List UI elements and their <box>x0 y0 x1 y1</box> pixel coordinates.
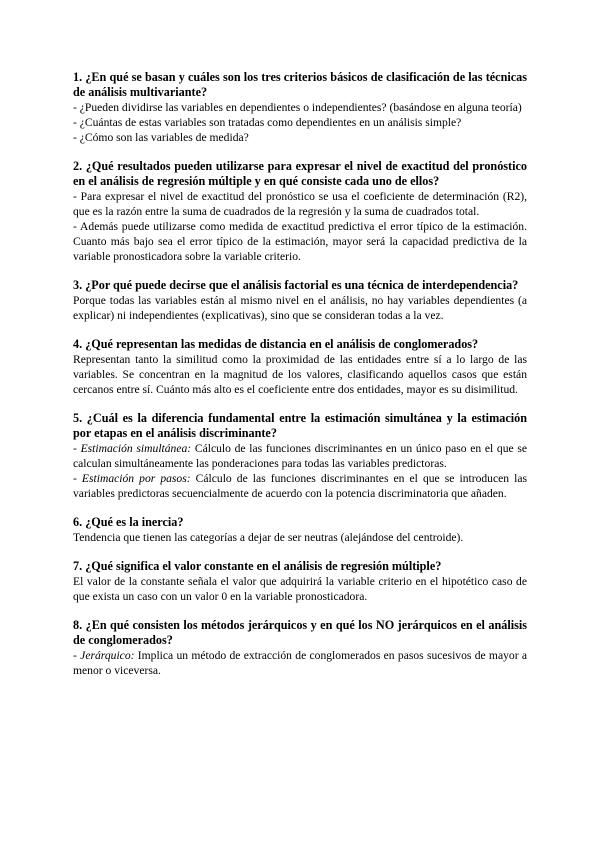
answer-line: - ¿Cuántas de estas variables son tratadas como dependientes en un análisis simple? <box>73 116 462 129</box>
item-prefix: - <box>73 472 82 485</box>
answer-text <box>73 441 527 501</box>
item-prefix: - <box>73 649 81 662</box>
question-title: 3. ¿Por qué puede decirse que el análisis factorial es una técnica de interdependencia? <box>73 278 519 292</box>
answer-item <box>73 648 527 678</box>
question-3 <box>73 278 527 323</box>
question-4 <box>73 337 527 397</box>
item-prefix: - <box>73 442 81 455</box>
answer-text <box>73 648 527 678</box>
answer-text <box>73 530 527 545</box>
answer-item <box>73 441 527 471</box>
question-title: 7. ¿Qué significa el valor constante en el análisis de regresión múltiple? <box>73 559 442 573</box>
answer-line: - ¿Cómo son las variables de medida? <box>73 131 249 144</box>
answer-line: Representan tanto la similitud como la proximidad de las entidades entre sí a lo largo de las variables. Se concentran en la magnitud de los valores, clasificando aquellos casos que están cercanos entre sí. Cuánto más alto es el coeficiente entre dos entidades, mayor es su disimilitud. <box>73 353 527 396</box>
answer-line: - Además puede utilizarse como medida de exactitud predictiva el error típico de la estimación. Cuanto más bajo sea el error típico de la estimación, mayor será la capacidad predictiva de la variable pronosticadora sobre la variable criterio. <box>73 220 527 263</box>
document-page <box>73 70 527 692</box>
answer-item <box>73 471 527 501</box>
question-6 <box>73 515 527 545</box>
question-title: 1. ¿En qué se basan y cuáles son los tres criterios básicos de clasificación de las técnicas de análisis multivariante? <box>73 70 527 99</box>
question-1 <box>73 70 527 145</box>
answer-text <box>73 574 527 604</box>
question-8 <box>73 618 527 678</box>
answer-line: - ¿Pueden dividirse las variables en dependientes o independientes? (basándose en alguna teoría) <box>73 101 522 114</box>
item-term: Estimación simultánea: <box>80 442 192 455</box>
answer-text <box>73 352 527 397</box>
item-term: Jerárquico: <box>80 649 135 662</box>
answer-text <box>73 189 527 264</box>
item-text: Cálculo de las funciones discriminantes en el que se introducen las variables predictoras secuencialmente de acuerdo con la potencia discriminatoria que añaden. <box>73 472 527 500</box>
answer-line: Porque todas las variables están al mismo nivel en el análisis, no hay variables dependientes (a explicar) ni independientes (explicativas), sino que se consideran todas a la vez. <box>73 294 527 322</box>
item-text: Implica un método de extracción de conglomerados en pasos sucesivos de mayor a menor o viceversa. <box>73 649 527 677</box>
question-5 <box>73 411 527 501</box>
answer-line: - Para expresar el nivel de exactitud del pronóstico se usa el coeficiente de determinación (R2), que es la razón entre la suma de cuadrados de la regresión y la suma de cuadrados total. <box>73 190 527 218</box>
question-7 <box>73 559 527 604</box>
question-title: 5. ¿Cuál es la diferencia fundamental entre la estimación simultánea y la estimación por etapas en el análisis discriminante? <box>73 411 527 440</box>
answer-line: Tendencia que tienen las categorías a dejar de ser neutras (alejándose del centroide). <box>73 531 464 544</box>
answer-text <box>73 293 527 323</box>
question-title: 8. ¿En qué consisten los métodos jerárquicos y en qué los NO jerárquicos en el análisis de conglomerados? <box>73 618 527 647</box>
question-title: 2. ¿Qué resultados pueden utilizarse para expresar el nivel de exactitud del pronóstico en el análisis de regresión múltiple y en qué consiste cada uno de ellos? <box>73 159 527 188</box>
item-term: Estimación por pasos: <box>81 472 191 485</box>
answer-line: El valor de la constante señala el valor que adquirirá la variable criterio en el hipotético caso de que exista un caso con un valor 0 en la variable pronosticadora. <box>73 575 527 603</box>
item-text: Cálculo de las funciones discriminantes en un único paso en el que se calculan simultáneamente las ponderaciones para todas las variables predictoras. <box>73 442 527 470</box>
question-title: 4. ¿Qué representan las medidas de distancia en el análisis de conglomerados? <box>73 337 479 351</box>
answer-text <box>73 100 527 145</box>
question-title: 6. ¿Qué es la inercia? <box>73 515 184 529</box>
question-2 <box>73 159 527 264</box>
